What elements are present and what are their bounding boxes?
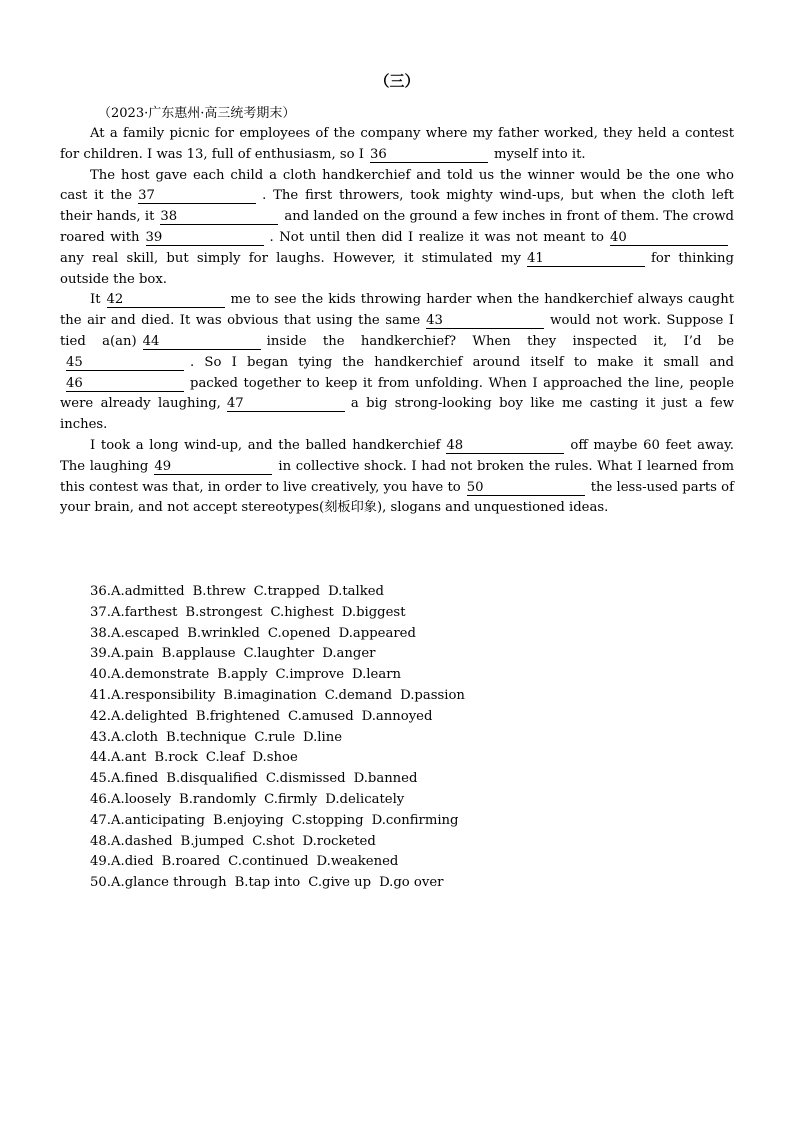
answer-choice[interactable]: B.frightened <box>195 708 280 724</box>
blank-48[interactable]: 48 <box>446 438 564 454</box>
question-number: 37. <box>90 604 111 620</box>
question-row <box>90 852 473 873</box>
question-number: 42. <box>90 708 111 724</box>
question-row <box>90 624 473 645</box>
question-number: 50. <box>90 875 111 891</box>
answer-choice[interactable]: D.learn <box>352 667 401 683</box>
answer-choice[interactable]: D.anger <box>322 646 376 662</box>
question-row <box>90 582 473 603</box>
blank-41[interactable]: 41 <box>527 251 645 267</box>
answer-choice[interactable]: B.wrinkled <box>187 625 260 641</box>
question-number: 45. <box>90 771 111 787</box>
answer-choice[interactable]: D.passion <box>400 687 465 703</box>
answer-choice[interactable]: B.rock <box>154 750 198 766</box>
answer-choice[interactable]: C.leaf <box>205 750 245 766</box>
answer-choice[interactable]: C.amused <box>287 708 354 724</box>
question-row <box>90 873 473 894</box>
passage-paragraph <box>60 436 734 519</box>
answer-choice[interactable]: B.threw <box>192 584 246 599</box>
answer-choice[interactable]: C.shot <box>252 833 295 849</box>
answer-choice[interactable]: C.give up <box>308 875 372 891</box>
passage-text: The host gave each child a cloth handkerchief and told us the winner would be the one who cast it the <box>60 167 734 204</box>
answer-choice[interactable]: A.pain <box>110 646 154 662</box>
passage-text: a big strong-looking boy like me casting it just a few inches. <box>60 396 734 433</box>
question-number: 41. <box>90 687 111 703</box>
answer-choice[interactable]: C.trapped <box>253 584 321 599</box>
answer-choice[interactable]: A.delighted <box>110 708 188 724</box>
question-row <box>90 748 473 769</box>
answer-choice[interactable]: C.firmly <box>264 791 318 807</box>
blank-49[interactable]: 49 <box>154 459 272 475</box>
answer-choice[interactable]: B.roared <box>161 854 221 870</box>
answer-choice[interactable]: C.laughter <box>243 646 315 662</box>
passage-text: I took a long wind-up, and the balled handkerchief <box>90 437 441 453</box>
answer-choice[interactable]: B.tap into <box>234 875 301 891</box>
passage-paragraph <box>60 290 734 436</box>
blank-37[interactable]: 37 <box>138 188 256 204</box>
answer-choice[interactable]: A.glance through <box>110 875 227 891</box>
answer-choice[interactable]: A.farthest <box>110 604 178 620</box>
blank-46[interactable]: 46 <box>66 376 184 392</box>
question-row <box>90 644 473 665</box>
answer-choice[interactable]: A.dashed <box>110 833 173 849</box>
passage-text: myself into it. <box>493 146 586 162</box>
question-number: 38. <box>90 625 111 641</box>
passage-text: any real skill, but simply for laughs. However, it stimulated my <box>60 250 521 266</box>
answer-choice[interactable]: B.technique <box>166 729 247 745</box>
answer-choice[interactable]: B.imagination <box>223 687 317 703</box>
passage-paragraph <box>60 166 734 291</box>
answer-choice[interactable]: D.delicately <box>325 791 405 807</box>
answer-choice[interactable]: C.demand <box>324 687 393 703</box>
question-number: 43. <box>90 729 111 745</box>
blank-45[interactable]: 45 <box>66 355 184 371</box>
blank-38[interactable]: 38 <box>160 209 278 225</box>
question-row <box>90 832 473 853</box>
answer-choice[interactable]: A.demonstrate <box>110 667 210 683</box>
question-row <box>90 686 473 707</box>
answer-choice[interactable]: A.cloth <box>110 729 159 745</box>
question-row <box>90 811 473 832</box>
answer-choice[interactable]: D.appeared <box>338 625 416 641</box>
passage-text: . Not until then did I realize it was not meant to <box>269 229 604 245</box>
question-row <box>90 790 473 811</box>
answer-choice[interactable]: B.jumped <box>180 833 245 849</box>
passage-text: off maybe 60 feet away. The laughing <box>60 437 734 474</box>
blank-47[interactable]: 47 <box>227 396 345 412</box>
answer-choice[interactable]: A.died <box>110 854 154 870</box>
answer-choice[interactable]: A.fined <box>110 771 159 787</box>
answer-choice[interactable]: D.biggest <box>341 604 406 620</box>
blank-40[interactable]: 40 <box>610 230 728 246</box>
passage-text: in collective shock. I had not broken the rules. What I learned from this contest was that, in order to live creatively, you have to <box>60 458 734 495</box>
blank-39[interactable]: 39 <box>146 230 264 246</box>
answer-choice[interactable]: B.disqualified <box>166 771 258 787</box>
question-number: 39. <box>90 646 111 662</box>
answer-choice[interactable]: A.responsibility <box>110 687 216 703</box>
question-options <box>90 582 473 894</box>
answer-choice[interactable]: B.randomly <box>179 791 257 807</box>
answer-choice[interactable]: C.rule <box>254 729 296 745</box>
answer-choice[interactable]: D.talked <box>328 584 384 599</box>
passage-text: for thinking outside the box. <box>60 250 734 287</box>
question-number: 36. <box>90 584 111 599</box>
answer-choice[interactable]: D.line <box>303 729 343 745</box>
question-row <box>90 769 473 790</box>
question-row <box>90 603 473 624</box>
question-number: 49. <box>90 854 111 870</box>
question-row <box>90 665 473 686</box>
answer-choice[interactable]: D.weakened <box>316 854 399 870</box>
answer-choice[interactable]: A.loosely <box>110 791 172 807</box>
question-row <box>90 728 473 749</box>
blank-36[interactable]: 36 <box>370 147 488 163</box>
answer-choice[interactable]: D.go over <box>379 875 444 891</box>
blank-44[interactable]: 44 <box>143 334 261 350</box>
question-number: 44. <box>90 750 111 766</box>
passage-text: packed together to keep it from unfolding. When I approached the line, people were already laughing, <box>60 375 734 412</box>
question-number: 47. <box>90 812 111 828</box>
passage-text: . So I began tying the handkerchief around itself to make it small and <box>190 354 734 370</box>
answer-choice[interactable]: C.stopping <box>291 812 364 828</box>
passage-text: . The first throwers, took mighty wind-ups, but when the cloth left their hands, it <box>60 188 734 225</box>
blank-42[interactable]: 42 <box>107 292 225 308</box>
answer-choice[interactable]: B.enjoying <box>212 812 284 828</box>
answer-choice[interactable]: B.applause <box>161 646 236 662</box>
blank-50[interactable]: 50 <box>467 480 585 496</box>
question-number: 46. <box>90 791 111 807</box>
answer-choice[interactable]: D.annoyed <box>361 708 433 724</box>
passage-text: the less-used parts of your brain, and not accept stereotypes(刻板印象), slogans and unquestioned ideas. <box>60 479 734 516</box>
passage-text: At a family picnic for employees of the company where my father worked, they held a contest for children. I was 13, full of enthusiasm, so I <box>60 126 734 162</box>
passage-text: would not work. Suppose I tied a(an) <box>60 313 734 349</box>
answer-choice[interactable]: A.admitted <box>110 584 185 599</box>
answer-choice[interactable]: A.ant <box>110 750 147 766</box>
answer-choice[interactable]: C.improve <box>275 667 345 683</box>
passage-text: me to see the kids throwing harder when the handkerchief always caught the air and died. It was obvious that using the same <box>60 292 734 329</box>
question-number: 40. <box>90 667 111 683</box>
answer-choice[interactable]: C.continued <box>228 854 309 870</box>
answer-choice[interactable]: B.strongest <box>185 604 263 620</box>
answer-choice[interactable]: B.apply <box>217 667 268 683</box>
answer-choice[interactable]: D.confirming <box>371 812 459 828</box>
answer-choice[interactable]: A.anticipating <box>110 812 205 828</box>
answer-choice[interactable]: C.dismissed <box>265 771 346 787</box>
answer-choice[interactable]: A.escaped <box>110 625 180 641</box>
blank-43[interactable]: 43 <box>426 313 544 329</box>
section-title: （三） <box>374 72 420 90</box>
answer-choice[interactable]: C.opened <box>267 625 331 641</box>
answer-choice[interactable]: D.rocketed <box>302 833 376 849</box>
cloze-passage <box>60 124 734 519</box>
answer-choice[interactable]: D.banned <box>353 771 418 787</box>
answer-choice[interactable]: D.shoe <box>252 750 298 766</box>
passage-text: and landed on the ground a few inches in front of them. The crowd roared with <box>60 209 734 245</box>
passage-paragraph <box>60 124 734 166</box>
source-note: （2023·广东惠州·高三统考期末） <box>98 106 296 121</box>
passage-text: inside the handkerchief? When they inspected it, I’d be <box>266 333 734 349</box>
question-row <box>90 707 473 728</box>
question-number: 48. <box>90 833 111 849</box>
answer-choice[interactable]: C.highest <box>270 604 334 620</box>
passage-text: It <box>90 292 101 308</box>
